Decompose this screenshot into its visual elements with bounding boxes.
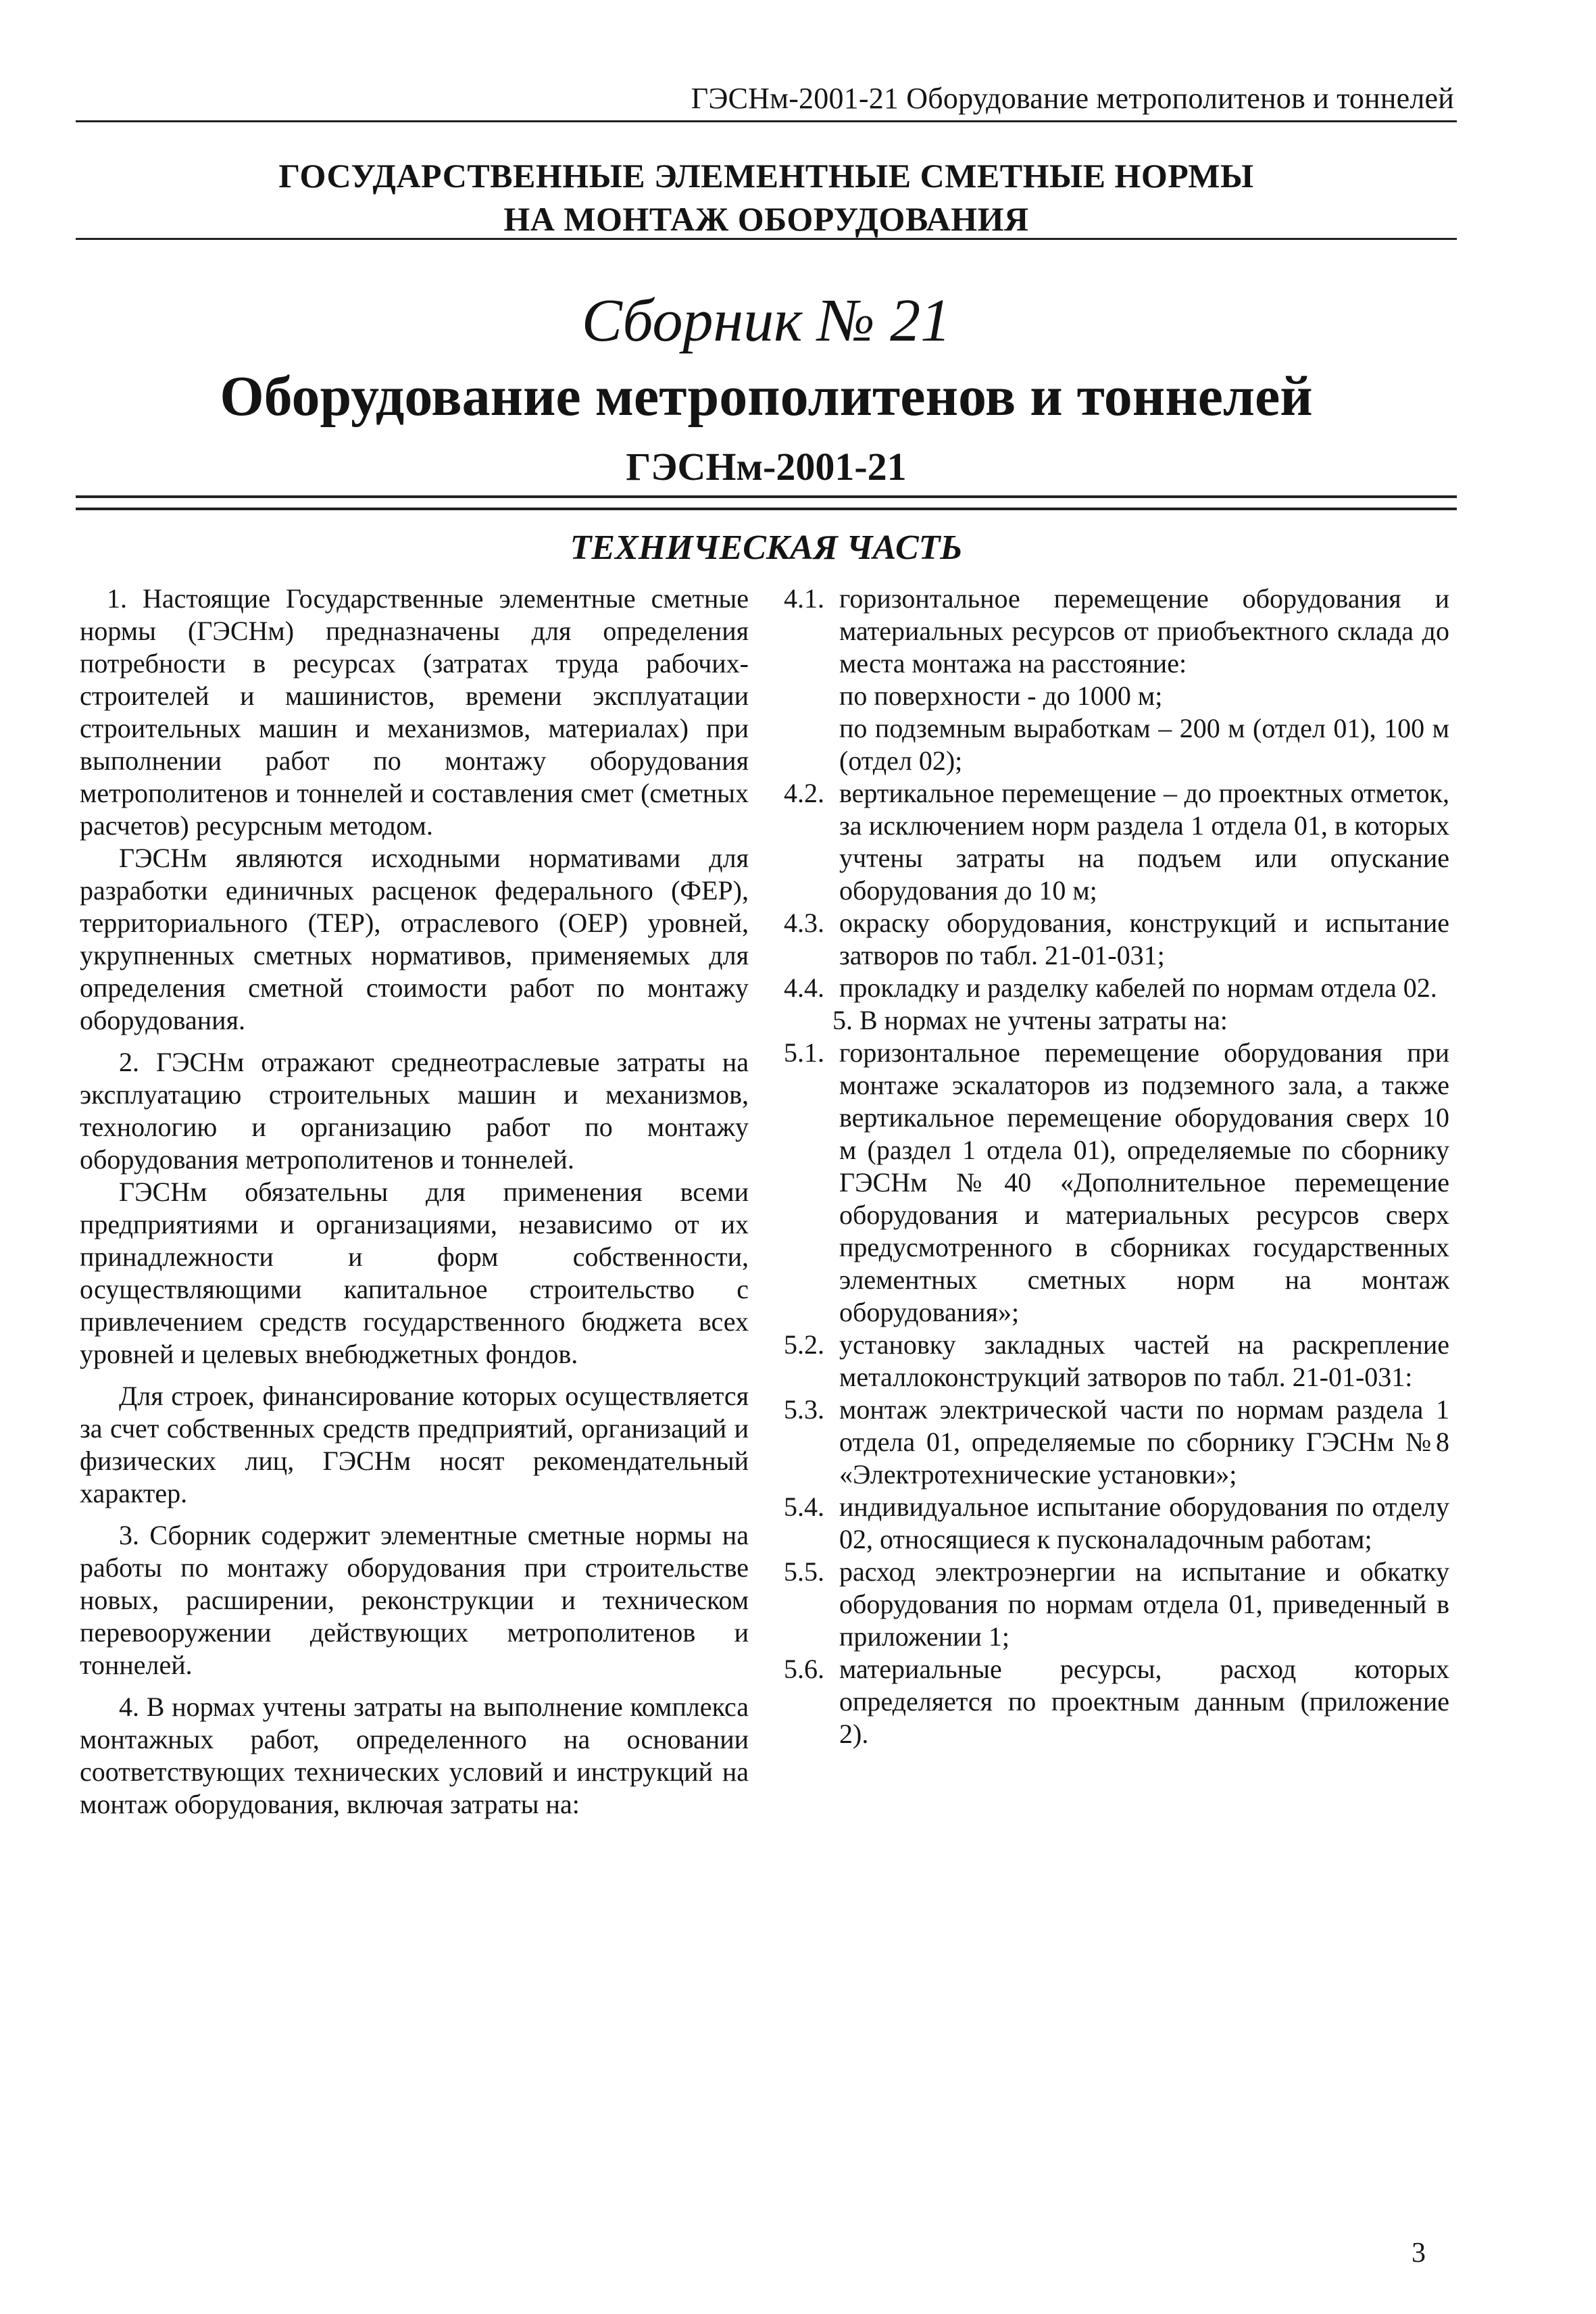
paragraph-2: 2. ГЭСНм отражают среднеотраслевые затраты на эксплуатацию строительных машин и механизмов, технологию и организацию работ по монтажу оборудования метрополитенов и тоннелей. xyxy=(80,1047,749,1175)
header-rule xyxy=(76,120,1457,122)
list-item-number: 5.6. xyxy=(784,1654,824,1684)
document-title: Оборудование метрополитенов и тоннелей xyxy=(220,365,1313,428)
list-item-4-2 xyxy=(784,777,1449,907)
list-item-text: индивидуальное испытание оборудования по отделу 02, относящиеся к пусконаладочным работам; xyxy=(839,1492,1449,1554)
list-item-4-1 xyxy=(784,583,1449,680)
section-title: ТЕХНИЧЕСКАЯ ЧАСТЬ xyxy=(570,528,963,567)
list-item-text: материальные ресурсы, расход которых определяется по проектным данным (приложение 2). xyxy=(839,1654,1449,1749)
collection-number: Сборник № 21 xyxy=(581,287,951,354)
list-item-text: вертикальное перемещение – до проектных отметок, за исключением норм раздела 1 отдела 01, в которых учтены затраты на подъем или опускание оборудования до 10 м; xyxy=(839,778,1449,906)
list-item-5-5 xyxy=(784,1556,1449,1653)
list-item-text: прокладку и разделку кабелей по нормам отдела 02. xyxy=(839,973,1437,1003)
list-item-number: 5.1. xyxy=(784,1037,824,1068)
list-item-4-1-underground: по подземным выработкам – 200 м (отдел 01), 100 м (отдел 02); xyxy=(839,713,1449,776)
list-item-number: 4.3. xyxy=(784,908,824,938)
organization-title-line-2: НА МОНТАЖ ОБОРУДОВАНИЯ xyxy=(503,200,1029,238)
paragraph-recommended: Для строек, финансирование которых осуществляется за счет собственных средств предприятий, организаций и физических лиц, ГЭСНм носят рекомендательный характер. xyxy=(80,1381,749,1508)
page-number: 3 xyxy=(1412,2238,1426,2269)
list-item-text: горизонтальное перемещение оборудования и материальных ресурсов от приобъектного склада до места монтажа на расстояние: xyxy=(839,583,1449,679)
paragraph-1: 1. Настоящие Государственные элементные сметные нормы (ГЭСНм) предназначены для определения потребности в ресурсах (затратах труда рабочих-строителей и машинистов, времени эксплуатации строительных машин и механизмов, материалах) при выполнении работ по монтажу оборудования метрополитенов и тоннелей и составления смет (сметных расчетов) ресурсным методом. xyxy=(80,583,749,841)
paragraph-4: 4. В нормах учтены затраты на выполнение комплекса монтажных работ, определенного на основании соответствующих технических условий и инструкций на монтаж оборудования, включая затраты на: xyxy=(80,1692,749,1819)
list-item-text: монтаж электрической части по нормам раздела 1 отдела 01, определяемые по сборнику ГЭСНм №8 «Электротехнические установки»; xyxy=(839,1394,1449,1490)
running-header: ГЭСНм-2001-21 Оборудование метрополитенов и тоннелей xyxy=(691,82,1454,115)
list-item-text: окраску оборудования, конструкций и испытание затворов по табл. 21-01-031; xyxy=(839,908,1449,970)
list-item-text: установку закладных частей на раскрепление металлоконструкций затворов по табл. 21-01-031: xyxy=(839,1329,1449,1392)
paragraph-5: 5. В нормах не учтены затраты на: xyxy=(832,1005,1228,1035)
paragraph-3: 3. Сборник содержит элементные сметные нормы на работы по монтажу оборудования при строительстве новых, расширении, реконструкции и техническом перевооружении действующих метрополитенов и тоннелей. xyxy=(80,1520,749,1680)
list-item-5-6 xyxy=(784,1653,1449,1750)
list-item-number: 4.4. xyxy=(784,973,824,1003)
list-item-4-3 xyxy=(784,907,1449,972)
paragraph-mandatory: ГЭСНм обязательны для применения всеми предприятиями и организациями, независимо от их принадлежности и форм собственности, осуществляющими капитальное строительство с привлечением средств государственного бюджета всех уровней и целевых внебюджетных фондов. xyxy=(80,1177,749,1369)
list-item-number: 5.4. xyxy=(784,1492,824,1522)
list-item-5-1 xyxy=(784,1037,1449,1329)
list-item-number: 5.3. xyxy=(784,1394,824,1425)
list-item-text: горизонтальное перемещение оборудования при монтаже эскалаторов из подземного зала, а также вертикальное перемещение оборудования сверх 10 м (раздел 1 отдела 01), определяемые по сборнику ГЭСНм №40 «Дополнительное перемещение оборудования и материальных ресурсов сверх предусмотренного в сборниках государственных элементных сметных норм на монтаж оборудования»; xyxy=(839,1037,1449,1327)
list-item-number: 4.2. xyxy=(784,778,824,808)
list-item-4-4 xyxy=(784,972,1449,1004)
list-item-number: 4.1. xyxy=(784,583,824,614)
list-item-4-1-surface: по поверхности - до 1000 м; xyxy=(839,681,1163,711)
paragraph-gesnm-basis: ГЭСНм являются исходными нормативами для разработки единичных расценок федерального (ФЕР), территориального (ТЕР), отраслевого (ОЕР) уровней, укрупненных сметных нормативов, применяемых для определения сметной стоимости работ по монтажу оборудования. xyxy=(80,843,749,1035)
title-rule xyxy=(76,238,1457,240)
list-item-number: 5.5. xyxy=(784,1556,824,1587)
organization-title xyxy=(76,154,1457,241)
double-rule xyxy=(76,495,1457,510)
list-item-number: 5.2. xyxy=(784,1329,824,1360)
list-item-5-4 xyxy=(784,1491,1449,1556)
right-column xyxy=(784,583,1449,1750)
organization-title-line-1: ГОСУДАРСТВЕННЫЕ ЭЛЕМЕНТНЫЕ СМЕТНЫЕ НОРМЫ xyxy=(278,157,1254,195)
left-column xyxy=(80,583,749,1821)
list-item-text: расход электроэнергии на испытание и обкатку оборудования по нормам отдела 01, приведенный в приложении 1; xyxy=(839,1556,1449,1652)
list-item-5-3 xyxy=(784,1394,1449,1491)
list-item-5-2 xyxy=(784,1329,1449,1394)
document-code: ГЭСНм-2001-21 xyxy=(626,445,907,489)
